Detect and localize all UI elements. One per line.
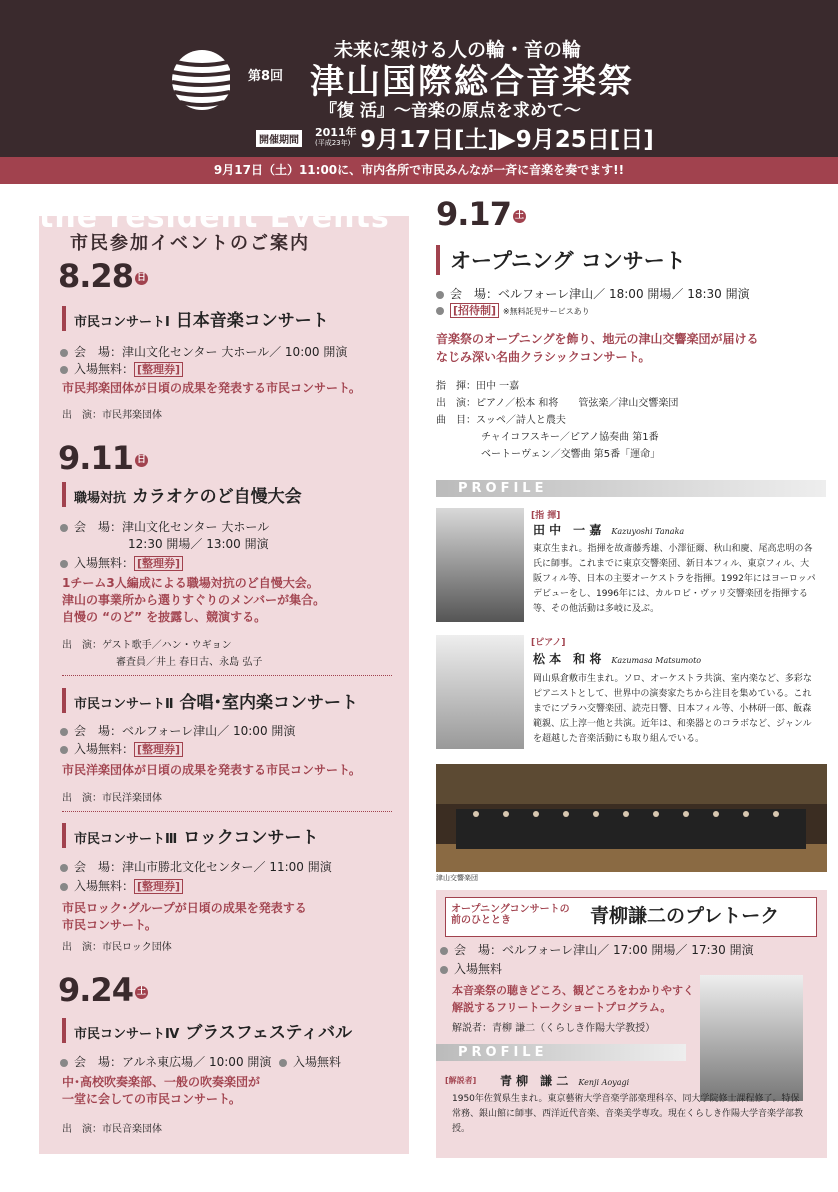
venue-value: 津山文化センター 大ホール <box>122 520 270 534</box>
performers-credit: 出 演：ピアノ／松本 和将 管弦楽／津山交響楽団 <box>436 398 679 409</box>
ticket-tag: [整理券] <box>134 879 183 894</box>
name-roman: Kenji Aoyagi <box>578 1078 630 1087</box>
event-name: ロックコンサート <box>183 828 319 848</box>
announcement-banner: 9月17日（土）11:00に、市内各所で市民みんなが一斉に音楽を奏でます!! <box>0 157 838 184</box>
venue-label: 会 場： <box>454 943 503 957</box>
fee-label: 入場無料： <box>74 362 135 376</box>
profile-bar: PROFILE <box>436 480 826 497</box>
event-time: 12:30 開場／ 13:00 開演 <box>128 537 269 551</box>
event-description: 市民コンサート。 <box>62 918 157 932</box>
subtitle-line: オープニングコンサートの <box>451 904 570 915</box>
event-title-concert-3 <box>62 823 319 848</box>
venue-value: ベルフォーレ津山／ 17:00 開場／ 17:30 開演 <box>502 943 754 957</box>
pretalk-description: 本音楽祭の聴きどころ、観どころをわかりやすく <box>452 984 694 997</box>
event-title-concert-2 <box>62 688 358 713</box>
program-item: ベートーヴェン／交響曲 第5番「運命」 <box>481 449 661 460</box>
event-performers: 出 演：市民ロック団体 <box>62 942 172 953</box>
event-venue <box>60 1053 341 1070</box>
profile-role: [解説者] <box>445 1076 477 1085</box>
name-text: 田 中 一 嘉 <box>533 523 602 537</box>
event-performers: 出 演：市民邦楽団体 <box>62 410 162 421</box>
invite-note: ※無料託児サービスあり <box>502 307 590 316</box>
opening-venue <box>436 285 750 302</box>
event-title-concert-1 <box>62 306 329 331</box>
event-performers: 出 演：市民音楽団体 <box>62 1124 162 1135</box>
event-name: ブラスフェスティバル <box>185 1023 353 1043</box>
period-badge: 開催期間 <box>256 130 302 147</box>
pianist-bio: 岡山県倉敷市生まれ。ソロ、オーケストラ共演、室内楽など、多彩なピアニストとして、世界中の演奏家たちから注目を集めている。これまでにプラハ交響楽団、読売日響、日本フィル等、小林研一郎、飯森範親、広上淳一他と共演。近年は、和楽器とのコラボなど、ジャンルを超越した音楽活動にも取り組んでいる。 <box>533 674 812 744</box>
event-description: 自慢の “のど” を披露し、競演する。 <box>62 610 267 624</box>
venue-value: 津山市勝北文化センター／ 11:00 開演 <box>122 860 332 874</box>
period-year: 2011年 <box>315 126 357 139</box>
event-venue <box>60 518 269 535</box>
date-text: 9.11 <box>58 439 133 477</box>
event-title-karaoke <box>62 482 302 507</box>
period-note: (平成23年) <box>315 139 351 147</box>
commentator-photo <box>700 975 803 1101</box>
bullet-icon <box>440 966 448 974</box>
divider <box>62 675 392 676</box>
venue-value: アルネ東広場／ 10:00 開演 <box>122 1055 272 1069</box>
venue-value: ベルフォーレ津山／ 10:00 開演 <box>122 724 296 738</box>
fee-label: 入場無料： <box>74 556 135 570</box>
conductor-photo <box>436 508 524 622</box>
day-badge: 日 <box>136 272 146 283</box>
event-fee <box>60 740 183 757</box>
venue-label: 会 場： <box>74 520 123 534</box>
commentator-name <box>500 1072 629 1089</box>
conductor-name <box>533 521 684 538</box>
program-item: チャイコフスキー／ピアノ協奏曲 第1番 <box>481 432 659 443</box>
bullet-icon <box>60 366 68 374</box>
resident-events-ghost-title: the resident Events <box>39 200 390 235</box>
event-series: 職場対抗 <box>74 491 127 506</box>
bullet-icon <box>60 864 68 872</box>
ticket-tag: [整理券] <box>134 742 183 757</box>
bullet-icon <box>436 307 444 315</box>
bullet-icon <box>60 1059 68 1067</box>
pretalk-subtitle <box>451 904 570 926</box>
date-0828 <box>58 257 148 295</box>
orchestra-photo <box>436 764 827 872</box>
invite-tag: [招待制] <box>450 303 499 318</box>
pretalk-title: 青柳謙二のプレトーク <box>590 905 780 927</box>
profile-role: [ピアノ] <box>531 638 566 648</box>
date-text: 9.17 <box>436 195 511 233</box>
conductor-credit: 指 揮：田中 一嘉 <box>436 381 520 392</box>
event-fee <box>60 877 183 894</box>
event-description: 市民邦楽団体が日頃の成果を発表する市民コンサート。 <box>62 381 361 395</box>
date-0924 <box>58 971 148 1009</box>
event-judges: 審査員／井上 春日古、永島 弘子 <box>116 657 263 668</box>
bullet-icon <box>60 883 68 891</box>
ticket-tag: [整理券] <box>134 362 183 377</box>
description-line: なじみ深い名曲クラシックコンサート。 <box>436 350 651 364</box>
orchestra-caption: 津山交響楽団 <box>436 874 478 882</box>
fee-label: 入場無料 <box>454 962 503 976</box>
event-series: 市民コンサートⅢ <box>74 832 178 847</box>
event-fee <box>60 554 183 571</box>
edition: 第8回 <box>248 69 284 84</box>
bullet-icon <box>279 1059 287 1067</box>
date-text: 9.24 <box>58 971 133 1009</box>
profile-role: [指 揮] <box>531 511 561 521</box>
subtitle-line: 前のひととき <box>451 915 511 926</box>
description-line: 音楽祭のオープニングを飾り、地元の津山交響楽団が届ける <box>436 332 759 346</box>
bullet-icon <box>60 524 68 532</box>
pianist-photo <box>436 635 524 749</box>
ticket-tag: [整理券] <box>134 556 183 571</box>
date-text: 8.28 <box>58 257 133 295</box>
orchestra-image-icon <box>436 764 827 872</box>
event-venue <box>60 858 332 875</box>
date-0911 <box>58 439 148 477</box>
pianist-name <box>533 650 701 667</box>
venue-value: 津山文化センター 大ホール／ 10:00 開演 <box>122 345 348 359</box>
day-badge: 日 <box>136 454 146 465</box>
event-description: 津山の事業所から選りすぐりのメンバーが集合。 <box>62 593 326 607</box>
subtitle: 『復 活』～音楽の原点を求めて～ <box>320 101 581 121</box>
event-performers: 出 演：市民洋楽団体 <box>62 793 162 804</box>
event-venue <box>60 722 295 739</box>
pretalk-description: 解説するフリートークショートプログラム。 <box>452 1001 672 1014</box>
venue-value: ベルフォーレ津山／ 18:00 開場／ 18:30 開演 <box>498 287 750 301</box>
venue-label: 会 場： <box>74 860 123 874</box>
resident-events-title: 市民参加イベントのご案内 <box>70 233 310 254</box>
venue-label: 会 場： <box>450 287 499 301</box>
venue-label: 会 場： <box>74 724 123 738</box>
bullet-icon <box>60 560 68 568</box>
opening-concert-title: オープニング コンサート <box>436 245 686 275</box>
event-description: 市民ロック･グループが日頃の成果を発表する <box>62 901 307 915</box>
fee-label: 入場無料 <box>293 1055 342 1069</box>
event-name: カラオケのど自慢大会 <box>131 487 302 507</box>
period-dates: 9月17日[土]▶9月25日[日] <box>360 127 654 153</box>
pretalk-venue <box>440 941 754 958</box>
event-fee <box>60 360 183 377</box>
pretalk-commentator: 解説者：青柳 謙二（くらしき作陽大学教授） <box>452 1023 656 1034</box>
day-badge: 土 <box>136 986 146 997</box>
bullet-icon <box>60 349 68 357</box>
venue-label: 会 場： <box>74 345 123 359</box>
fee-label: 入場無料： <box>74 742 135 756</box>
conductor-bio: 東京生まれ。指揮を故斎藤秀雄、小澤征爾、秋山和慶、尾高忠明の各氏に師事。これまでに東京交響楽団、新日本フィル、東京フィル、大阪フィル等、日本の主要オーケストラを指揮。1992年にはヨーロッパデビューをし、1996年には、カルロビ・ヴァリ交響楽団を指揮する等、その他活動は多岐に及ぶ。 <box>533 544 816 614</box>
name-roman: Kazuyoshi Tanaka <box>611 527 685 536</box>
commentator-bio: 1950年佐賀県生まれ。東京藝術大学音楽学部楽理科卒、同大学院修士課程修了。特保常務、銀山館に師事、西洋近代音楽、音楽美学専攻。現在くらしき作陽大学音楽学部教授。 <box>452 1094 804 1134</box>
festival-logo-icon <box>162 42 230 118</box>
venue-label: 会 場： <box>74 1055 123 1069</box>
bullet-icon <box>440 947 448 955</box>
day-badge: 土 <box>514 210 524 221</box>
pretalk-fee <box>440 960 502 977</box>
event-title-concert-4 <box>62 1018 352 1043</box>
program-credit: 曲 目：スッペ／詩人と農夫 <box>436 415 566 426</box>
bullet-icon <box>436 291 444 299</box>
profile-bar: PROFILE <box>436 1044 686 1061</box>
opening-description <box>436 330 796 366</box>
divider <box>62 811 392 812</box>
name-text: 青 柳 謙 二 <box>500 1074 569 1088</box>
date-0917 <box>436 195 526 233</box>
header-band <box>0 0 838 157</box>
event-description: 中･高校吹奏楽部、一般の吹奏楽団が <box>62 1075 261 1089</box>
event-description: 市民洋楽団体が日頃の成果を発表する市民コンサート。 <box>62 763 361 777</box>
event-description: 1チーム3人編成による職場対抗のど自慢大会。 <box>62 576 319 590</box>
tagline: 未来に架ける人の輪・音の輪 <box>334 39 582 61</box>
event-description: 一堂に会しての市民コンサート。 <box>62 1092 241 1106</box>
bullet-icon <box>60 728 68 736</box>
event-venue <box>60 343 347 360</box>
event-performers: 出 演：ゲスト歌手／ハン・ウギョン <box>62 640 232 651</box>
festival-name: 津山国際総合音楽祭 <box>310 62 634 102</box>
event-series: 市民コンサートⅠ <box>74 315 170 330</box>
name-text: 松 本 和 将 <box>533 652 602 666</box>
event-series: 市民コンサートⅣ <box>74 1027 180 1042</box>
event-series: 市民コンサートⅡ <box>74 697 174 712</box>
name-roman: Kazumasa Matsumoto <box>611 656 702 665</box>
bullet-icon <box>60 746 68 754</box>
event-name: 日本音楽コンサート <box>175 311 329 331</box>
opening-invite <box>436 302 590 318</box>
event-name: 合唱･室内楽コンサート <box>179 693 358 713</box>
fee-label: 入場無料： <box>74 879 135 893</box>
